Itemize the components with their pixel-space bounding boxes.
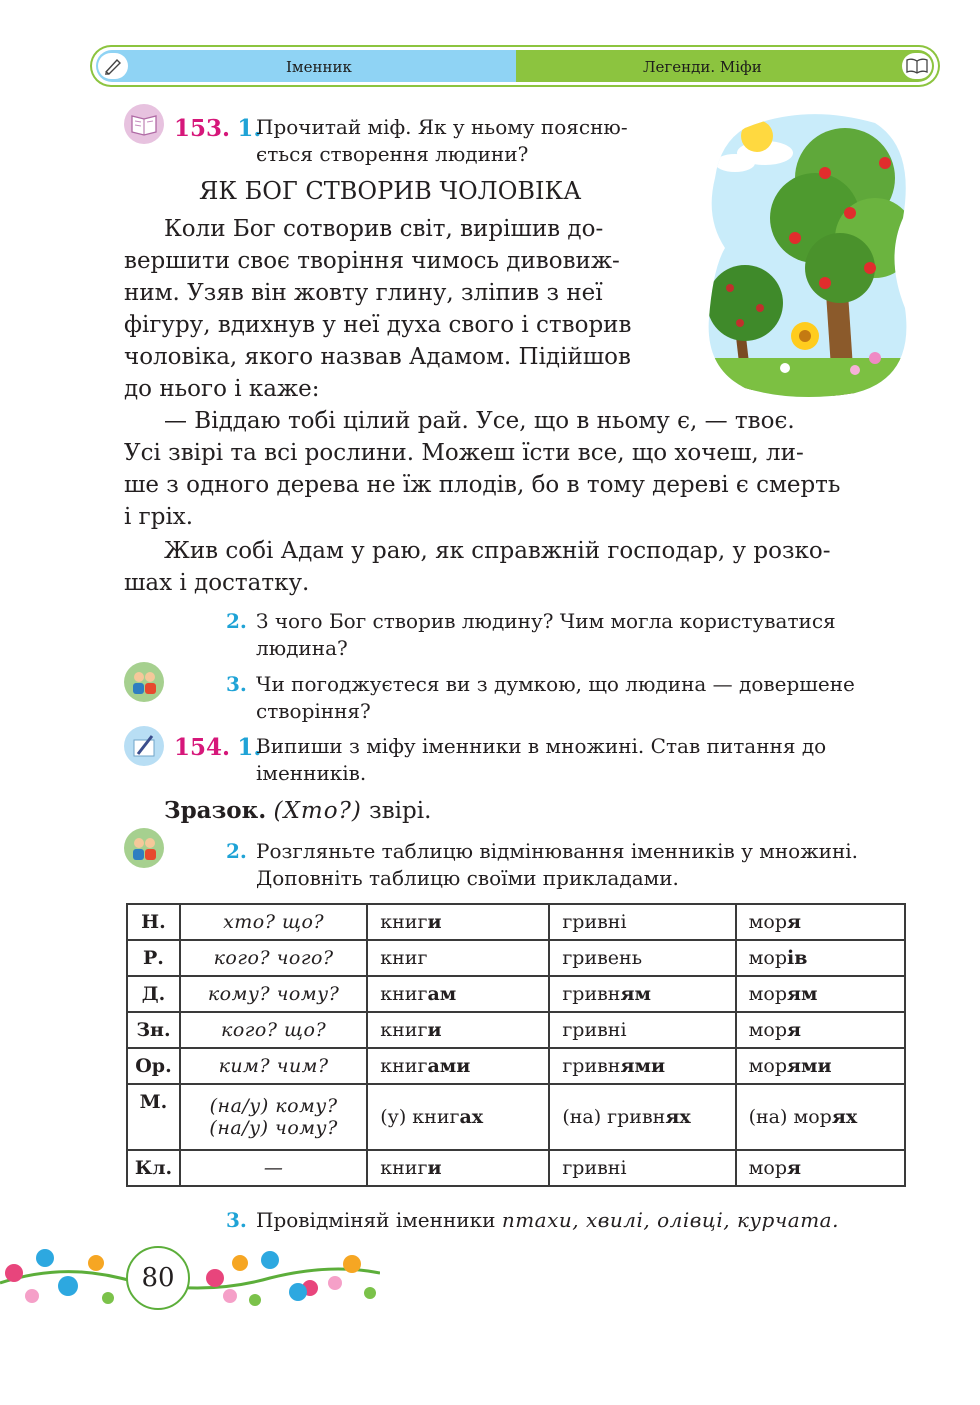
task-number: 3.: [226, 1208, 247, 1232]
word-cell: морів: [736, 940, 905, 976]
word-cell: (на) морях: [736, 1084, 905, 1150]
table-row: [127, 1150, 905, 1186]
task-number: 2.: [226, 839, 247, 863]
story-paragraph-2: — Віддаю тобі цілий рай. Усе, що в ньому є, — твоє. Усі звірі та всі рослини. Можеш їсти все, що хочеш, ли- ше з одного дерева не їж плодів, бо в тому дереві є смерть і гріх.: [124, 408, 841, 530]
word-cell: морям: [736, 976, 905, 1012]
word-cell: гривень: [549, 940, 735, 976]
case-cell: М.: [127, 1084, 180, 1150]
word-cell: гривні: [549, 1012, 735, 1048]
garden-illustration: [705, 108, 911, 398]
table-row: [127, 976, 905, 1012]
table-row: [127, 1048, 905, 1084]
case-cell: Ор.: [127, 1048, 180, 1084]
story-title: ЯК БОГ СТВОРИВ ЧОЛОВІКА: [199, 177, 582, 205]
word-cell: книгам: [367, 976, 549, 1012]
case-cell: Д.: [127, 976, 180, 1012]
pair-work-icon: [124, 662, 164, 702]
table-row: [127, 1012, 905, 1048]
writing-icon: [124, 726, 164, 766]
pen-icon: [98, 53, 128, 79]
task-text: Випиши з міфу іменники в множині. Став питання до іменників.: [256, 734, 827, 785]
task-number: 2.: [226, 609, 247, 633]
question-cell: (на/у) кому? (на/у) чому?: [180, 1084, 367, 1150]
task-text: Прочитай міф. Як у ньому поясню- ється створення людини?: [256, 115, 628, 166]
task-text: Провідміняй іменники птахи, хвилі, олівці, курчата.: [256, 1208, 839, 1232]
word-cell: (на) гривнях: [549, 1084, 735, 1150]
sample-line: Зразок. (Хто?) звірі.: [164, 797, 432, 824]
word-cell: морями: [736, 1048, 905, 1084]
word-cell: (у) книгах: [367, 1084, 549, 1150]
question-cell: кого? що?: [180, 1012, 367, 1048]
header-right-title: Легенди. Міфи: [643, 58, 762, 76]
word-cell: книги: [367, 904, 549, 940]
exercise-number-153: 153.: [174, 115, 231, 142]
case-cell: Р.: [127, 940, 180, 976]
task-text: З чого Бог створив людину? Чим могла користуватися людина?: [256, 609, 836, 660]
read-book-icon: [124, 104, 164, 144]
page-number: 80: [126, 1246, 190, 1310]
flower-border: [0, 1238, 380, 1318]
task-text: Чи погоджуєтеся ви з думкою, що людина — довершене створіння?: [256, 672, 855, 723]
word-cell: моря: [736, 904, 905, 940]
case-cell: Зн.: [127, 1012, 180, 1048]
pair-work-icon: [124, 828, 164, 868]
table-row: [127, 940, 905, 976]
story-paragraph-3: Жив собі Адам у раю, як справжній господар, у розко- шах і достатку.: [124, 538, 831, 596]
task-text: Розгляньте таблицю відмінювання іменників у множині. Доповніть таблицю своїми прикладами.: [256, 839, 859, 890]
question-cell: хто? що?: [180, 904, 367, 940]
word-cell: моря: [736, 1150, 905, 1186]
exercise-number-154: 154.: [174, 734, 231, 761]
case-cell: Кл.: [127, 1150, 180, 1186]
question-cell: кого? чого?: [180, 940, 367, 976]
question-cell: кому? чому?: [180, 976, 367, 1012]
declension-table: [126, 903, 906, 1187]
question-cell: ким? чим?: [180, 1048, 367, 1084]
word-cell: книг: [367, 940, 549, 976]
table-row: [127, 904, 905, 940]
word-cell: гривнями: [549, 1048, 735, 1084]
word-cell: книги: [367, 1150, 549, 1186]
book-icon: [902, 53, 932, 79]
task-number: 3.: [226, 672, 247, 696]
task-number: 1.: [237, 115, 262, 142]
word-cell: моря: [736, 1012, 905, 1048]
word-cell: гривням: [549, 976, 735, 1012]
question-cell: —: [180, 1150, 367, 1186]
case-cell: Н.: [127, 904, 180, 940]
task-number: 1.: [237, 734, 262, 761]
word-cell: книгами: [367, 1048, 549, 1084]
word-cell: гривні: [549, 904, 735, 940]
word-cell: гривні: [549, 1150, 735, 1186]
table-row: [127, 1084, 905, 1150]
header-left-title: Іменник: [286, 58, 352, 76]
word-cell: книги: [367, 1012, 549, 1048]
story-paragraph-1: Коли Бог сотворив світ, вирішив до- вершити своє творіння чимось дивовиж- ним. Узяв він жовту глину, зліпив з неї фігуру, вдихнув у неї духа свого і створив чоловіка, якого назвав Адамом. Підійшов до нього і каже:: [124, 216, 632, 402]
